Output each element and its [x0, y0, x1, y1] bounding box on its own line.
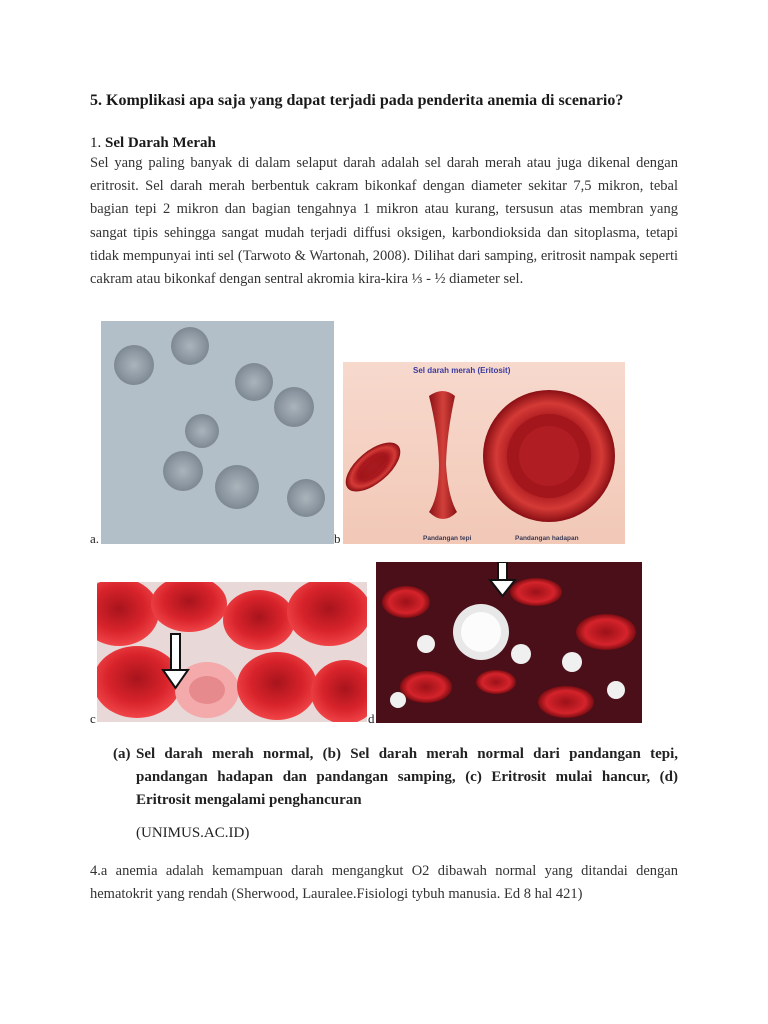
- figure-b-side-view-label: Pandangan tepi: [423, 535, 472, 542]
- figure-caption: [113, 743, 678, 812]
- source-citation: (UNIMUS.AC.ID): [136, 825, 250, 841]
- figure-c-rbc-damage-image: [97, 582, 367, 722]
- paragraph-red-blood-cells: Sel yang paling banyak di dalam selaput darah adalah sel darah merah atau juga dikenal dengan eritrosit. Sel darah merah berbentuk cakram bikonkaf dengan diameter sekitar 7,5 mikron, tebal bagian tepi 2 mikron dan bagian tengahnya 1 mikron atau kurang, tersusun atas membran yang sangat tipis sehingga sangat mudah terjadi diffusi oksigen, karbondioksida dan sitoplasma, tetapi tidak mempunyai inti sel (Tarwoto & Wartonah, 2008). Dilihat dari samping, eritrosit nampak seperti cakram atau bikonkaf dengan sentral akromia kira-kira ⅓ - ½ diameter sel.: [90, 155, 678, 288]
- caption-prefix: (a): [113, 746, 131, 762]
- figure-b-title: Sel darah merah (Eritosit): [413, 366, 511, 375]
- figure-a-label: a.: [90, 531, 100, 546]
- figure-c-label: c: [90, 711, 96, 726]
- figure-b-label: b: [334, 531, 341, 546]
- section-name: Sel Darah Merah: [105, 135, 216, 151]
- figure-b-rbc-views-image: [343, 362, 625, 544]
- figure-d-rbc-destruction-image: [376, 562, 642, 723]
- caption-text: Sel darah merah normal, (b) Sel darah merah normal dari pandangan tepi, pandangan hadapan dan pandangan samping, (c) Eritrosit mulai hancur, (d) Eritrosit mengalami penghancuran: [136, 746, 678, 808]
- figure-d-label: d: [368, 711, 375, 726]
- section-number: 1.: [90, 135, 102, 151]
- figure-b-front-view-label: Pandangan hadapan: [515, 535, 579, 542]
- paragraph-anemia-definition: 4.a anemia adalah kemampuan darah mengangkut O2 dibawah normal yang ditandai dengan hematokrit yang rendah (Sherwood, Lauralee.Fisiologi tybuh manusia. Ed 8 hal 421): [90, 863, 678, 902]
- question-title: 5. Komplikasi apa saja yang dapat terjadi pada penderita anemia di scenario?: [90, 92, 624, 109]
- section-title: [90, 135, 216, 152]
- figure-a-normal-rbc-image: [101, 321, 334, 544]
